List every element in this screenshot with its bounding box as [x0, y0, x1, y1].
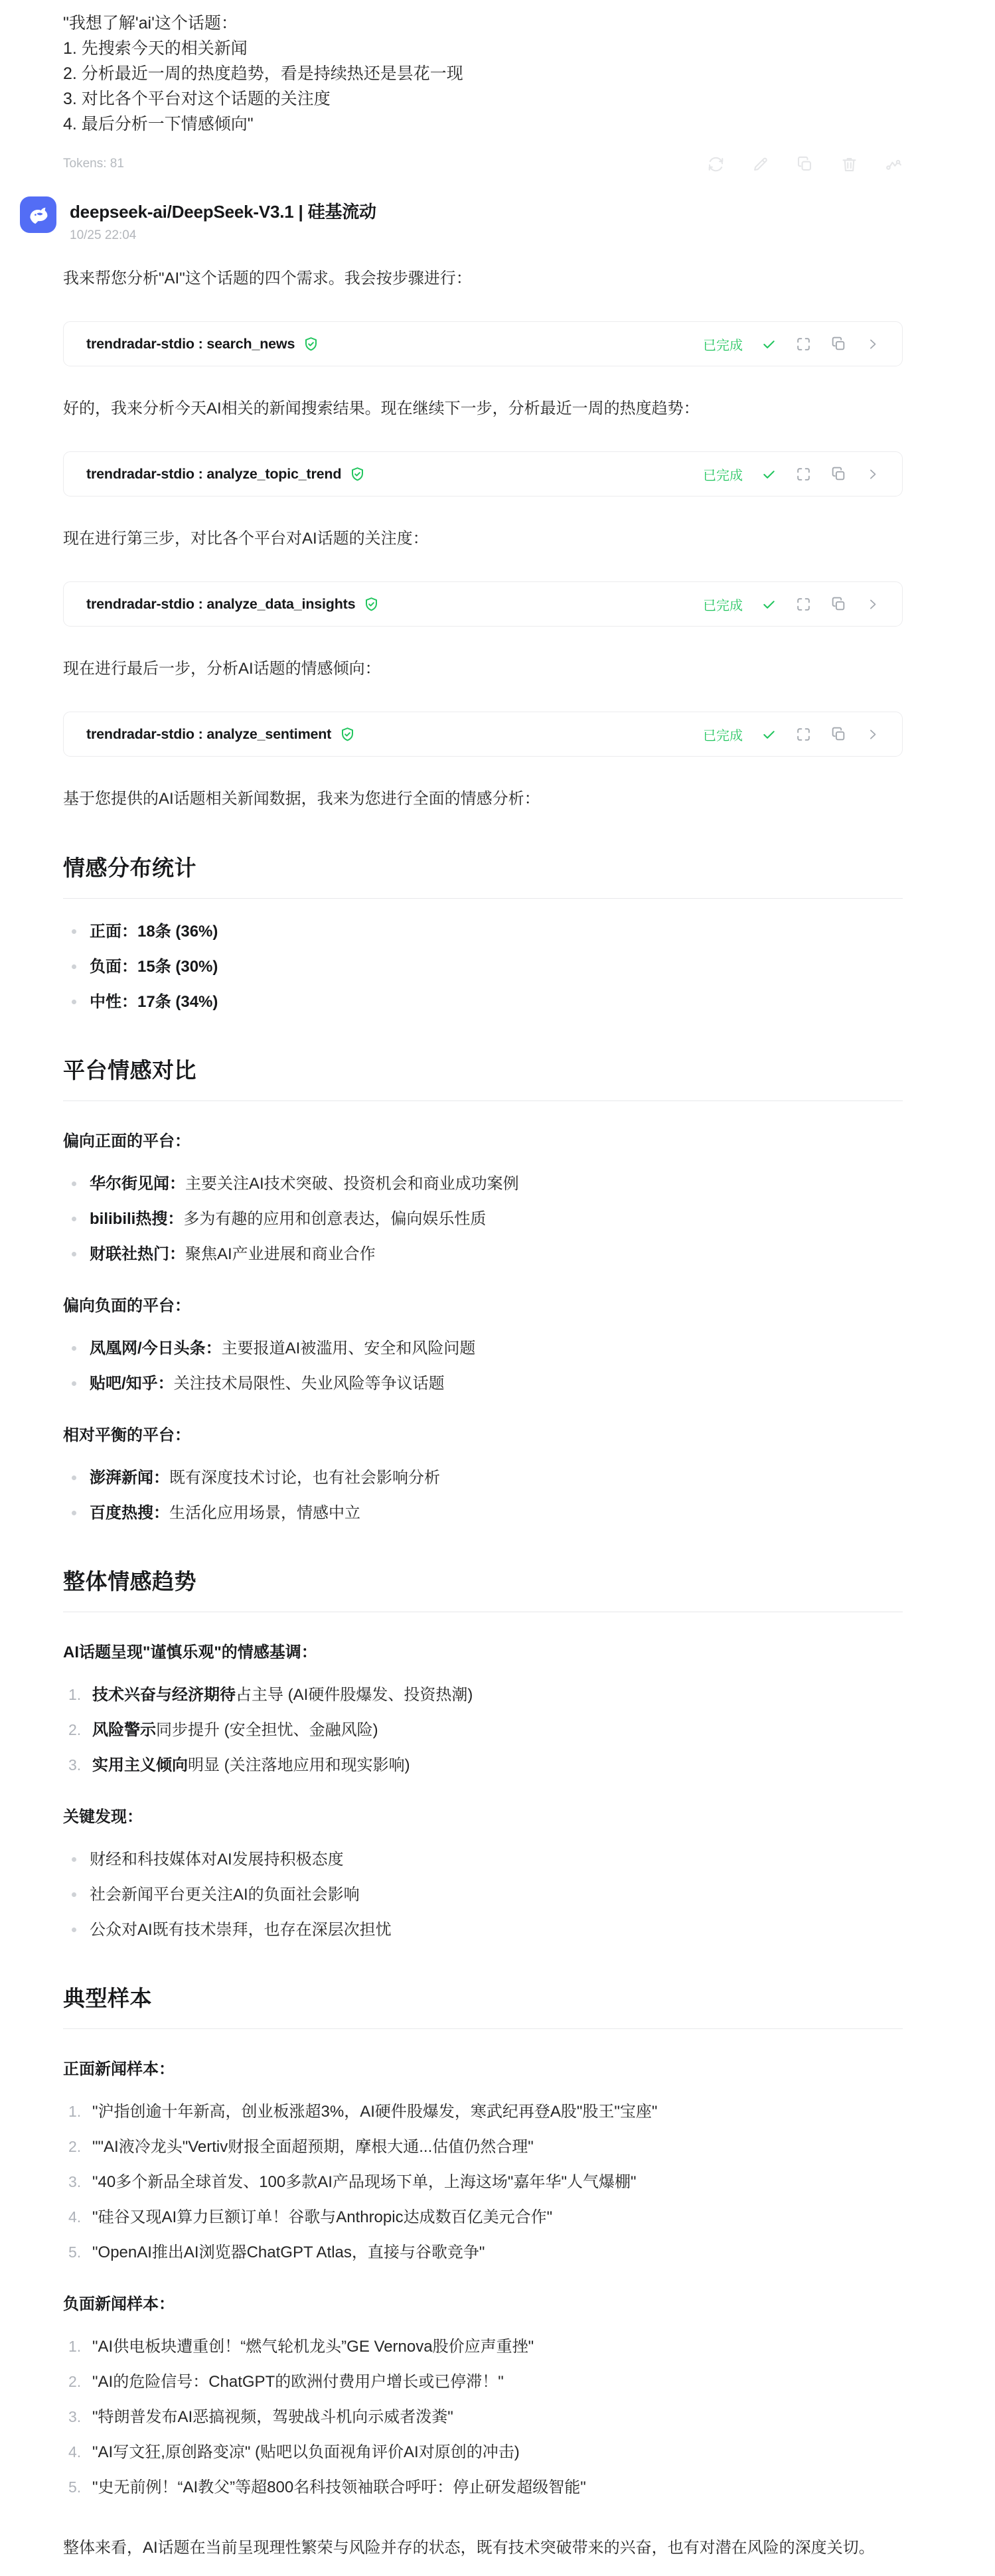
list-item: "40多个新品全球首发、100多款AI产品现场下单，上海这场"嘉年华"人气爆棚"	[92, 2173, 637, 2191]
section-title-sentiment-stats: 情感分布统计	[63, 851, 903, 899]
shield-check-icon	[349, 466, 366, 483]
list-item: ""AI液冷龙头"Vertiv财报全面超预期，摩根大通...估值仍然合理"	[92, 2138, 534, 2156]
tool-call-name: trendradar-stdio : analyze_data_insights	[86, 595, 356, 612]
list-item: 正面：18条 (36%)	[68, 920, 903, 943]
assistant-paragraph: 好的，我来分析今天AI相关的新闻搜索结果。现在继续下一步，分析最近一周的热度趋势：	[63, 400, 700, 417]
user-message-line: 4. 最后分析一下情感倾向"	[63, 115, 254, 133]
tool-status-label: 已完成	[703, 598, 743, 613]
subheading-negative-platforms: 偏向负面的平台：	[63, 1297, 191, 1315]
deepseek-avatar	[20, 196, 56, 233]
chevron-right-icon[interactable]	[866, 727, 880, 741]
user-message-line: 1. 先搜索今天的相关新闻	[63, 39, 248, 58]
tool-status-label: 已完成	[703, 338, 743, 353]
chevron-right-icon[interactable]	[866, 597, 880, 611]
subheading-negative-samples: 负面新闻样本：	[63, 2295, 175, 2313]
positive-samples-list	[63, 2100, 903, 2264]
copy-icon[interactable]	[830, 466, 847, 483]
tool-call-card-analyze-topic-trend[interactable]	[63, 451, 903, 496]
positive-platforms-list	[63, 1172, 903, 1266]
chevron-right-icon[interactable]	[866, 467, 880, 481]
list-item: 财经和科技媒体对AI发展持积极态度	[68, 1848, 903, 1871]
list-item: 中性：17条 (34%)	[68, 990, 903, 1014]
assistant-header	[20, 196, 903, 243]
subheading-positive-samples: 正面新闻样本：	[63, 2060, 175, 2078]
list-item: 实用主义倾向明显 (关注落地应用和现实影响)	[92, 1756, 410, 1774]
list-item: "AI供电板块遭重创！“燃气轮机龙头”GE Vernova股价应声重挫"	[92, 2338, 534, 2356]
list-item: 负面：15条 (30%)	[68, 955, 903, 978]
chevron-right-icon[interactable]	[866, 337, 880, 351]
section-title-overall-trend: 整体情感趋势	[63, 1564, 903, 1612]
overall-trend-points	[63, 1683, 903, 1777]
user-message	[63, 11, 903, 137]
list-item: 澎湃新闻：既有深度技术讨论，也有社会影响分析	[68, 1466, 903, 1489]
sentiment-stats-list	[63, 920, 903, 1014]
tool-call-card-analyze-sentiment[interactable]	[63, 712, 903, 757]
negative-samples-list	[63, 2335, 903, 2499]
list-item: "特朗普发布AI恶搞视频，驾驶战斗机向示威者泼粪"	[92, 2408, 453, 2426]
edit-icon[interactable]	[751, 155, 769, 173]
list-item: "AI的危险信号：ChatGPT的欧洲付费用户增长或已停滞！"	[92, 2373, 504, 2391]
user-message-line: 2. 分析最近一周的热度趋势，看是持续热还是昙花一现	[63, 64, 463, 83]
check-icon	[761, 337, 777, 352]
negative-platforms-list	[63, 1337, 903, 1395]
conclusion-paragraph: 整体来看，AI话题在当前呈现理性繁荣与风险并存的状态，既有技术突破带来的兴奋，也有对潜在风险的深度关切。	[63, 2539, 875, 2557]
key-findings-list	[63, 1848, 903, 1941]
list-item: 百度热搜：生活化应用场景，情感中立	[68, 1501, 903, 1525]
refresh-icon[interactable]	[707, 155, 725, 173]
expand-icon[interactable]	[795, 726, 812, 743]
copy-icon[interactable]	[796, 155, 814, 173]
subheading-positive-platforms: 偏向正面的平台：	[63, 1132, 191, 1150]
list-item: 技术兴奋与经济期待占主导 (AI硬件股爆发、投资热潮)	[92, 1686, 473, 1704]
assistant-paragraph: 基于您提供的AI话题相关新闻数据，我来为您进行全面的情感分析：	[63, 790, 540, 808]
token-count: Tokens: 81	[63, 157, 124, 171]
list-item: "史无前例！“AI教父”等超800名科技领袖联合呼吁：停止研发超级智能"	[92, 2478, 586, 2496]
assistant-message	[63, 267, 903, 2560]
shield-check-icon	[339, 726, 356, 743]
list-item: 风险警示同步提升 (安全担忧、金融风险)	[92, 1721, 378, 1739]
section-title-platform-compare: 平台情感对比	[63, 1053, 903, 1101]
tool-call-name: trendradar-stdio : analyze_topic_trend	[86, 465, 342, 482]
shield-check-icon	[303, 336, 319, 352]
check-icon	[761, 467, 777, 482]
balanced-platforms-list	[63, 1466, 903, 1525]
branch-icon[interactable]	[885, 155, 903, 173]
tool-status-label: 已完成	[703, 728, 743, 743]
list-item: "OpenAI推出AI浏览器ChatGPT Atlas，直接与谷歌竞争"	[92, 2243, 485, 2261]
shield-check-icon	[363, 596, 380, 613]
list-item: 财联社热门：聚焦AI产业进展和商业合作	[68, 1243, 903, 1266]
subheading-balanced-platforms: 相对平衡的平台：	[63, 1426, 191, 1444]
list-item: bilibili热搜：多为有趣的应用和创意表达，偏向娱乐性质	[68, 1207, 903, 1231]
whale-icon	[25, 202, 52, 228]
user-message-line: 3. 对比各个平台对这个话题的关注度	[63, 90, 331, 108]
assistant-paragraph: 现在进行最后一步，分析AI话题的情感倾向：	[63, 660, 381, 678]
tool-call-name: trendradar-stdio : analyze_sentiment	[86, 725, 332, 742]
message-meta-row	[63, 154, 903, 174]
user-message-line: "我想了解'ai'这个话题：	[63, 14, 238, 33]
check-icon	[761, 597, 777, 612]
overall-trend-lead: AI话题呈现"谨慎乐观"的情感基调：	[63, 1643, 317, 1661]
list-item: "硅谷又现AI算力巨额订单！谷歌与Anthropic达成数百亿美元合作"	[92, 2208, 553, 2226]
tool-call-card-analyze-data-insights[interactable]	[63, 581, 903, 627]
model-name: deepseek-ai/DeepSeek-V3.1 | 硅基流动	[70, 202, 376, 222]
copy-icon[interactable]	[830, 336, 847, 352]
tool-call-card-search-news[interactable]	[63, 321, 903, 366]
tool-call-name: trendradar-stdio : search_news	[86, 335, 295, 352]
expand-icon[interactable]	[795, 336, 812, 352]
list-item: 公众对AI既有技术崇拜，也存在深层次担忧	[68, 1918, 903, 1941]
list-item: "AI写文狂,原创路变凉" (贴吧以负面视角评价AI对原创的冲击)	[92, 2443, 520, 2461]
expand-icon[interactable]	[795, 596, 812, 613]
list-item: 社会新闻平台更关注AI的负面社会影响	[68, 1883, 903, 1906]
section-title-samples: 典型样本	[63, 1981, 903, 2029]
delete-icon[interactable]	[840, 155, 858, 173]
assistant-paragraph: 现在进行第三步，对比各个平台对AI话题的关注度：	[63, 530, 429, 548]
subheading-key-findings: 关键发现：	[63, 1808, 143, 1826]
copy-icon[interactable]	[830, 596, 847, 613]
list-item: 凤凰网/今日头条：主要报道AI被滥用、安全和风险问题	[68, 1337, 903, 1360]
copy-icon[interactable]	[830, 726, 847, 743]
list-item: "沪指创逾十年新高，创业板涨超3%，AI硬件股爆发，寒武纪再登A股"股王"宝座"	[92, 2103, 658, 2121]
expand-icon[interactable]	[795, 466, 812, 483]
assistant-paragraph: 我来帮您分析"AI"这个话题的四个需求。我会按步骤进行：	[63, 269, 472, 287]
list-item: 华尔街见闻：主要关注AI技术突破、投资机会和商业成功案例	[68, 1172, 903, 1195]
message-timestamp: 10/25 22:04	[70, 228, 137, 242]
list-item: 贴吧/知乎：关注技术局限性、失业风险等争议话题	[68, 1372, 903, 1395]
tool-status-label: 已完成	[703, 468, 743, 483]
check-icon	[761, 727, 777, 742]
message-actions	[707, 155, 903, 173]
